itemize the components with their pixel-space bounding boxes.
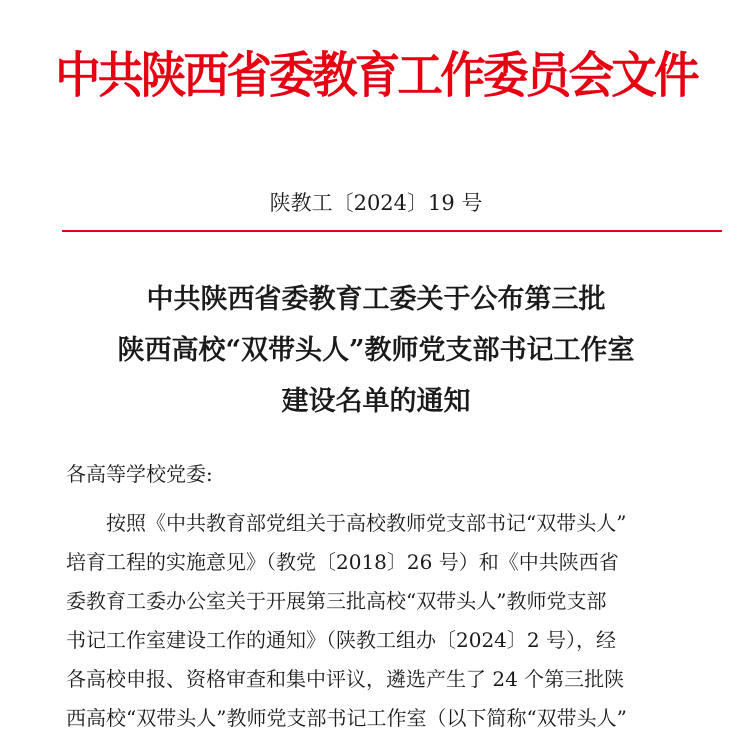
body-paragraph — [66, 504, 726, 738]
notice-title-line-3: 建设名单的通知 — [281, 386, 471, 417]
body-line-2: 培育工程的实施意见》（教党〔2018〕26 号）和《中共陕西省 — [66, 550, 619, 574]
notice-title-line-1: 中共陕西省委教育工委关于公布第三批 — [146, 284, 606, 315]
body-line-1: 按照《中共教育部党组关于高校教师党支部书记“双带头人” — [106, 511, 627, 535]
document-number: 陕教工〔2024〕19 号 — [269, 191, 483, 215]
red-divider-line — [62, 230, 722, 232]
body-line-5: 各高校申报、资格审查和集中评议，遴选产生了 24 个第三批陕 — [66, 667, 625, 691]
body-line-3: 委教育工委办公室关于开展第三批高校“双带头人”教师党支部 — [66, 589, 607, 613]
notice-title-line-2: 陕西高校“双带头人”教师党支部书记工作室 — [117, 335, 635, 366]
salutation: 各高等学校党委: — [66, 462, 213, 486]
issuer-title: 中共陕西省委教育工作委员会文件 — [55, 47, 697, 104]
notice-title — [0, 274, 752, 427]
body-line-6: 西高校“双带头人”教师党支部书记工作室（以下简称“双带头人” — [66, 706, 627, 730]
body-line-4: 书记工作室建设工作的通知》（陕教工组办〔2024〕2 号），经 — [66, 628, 616, 652]
